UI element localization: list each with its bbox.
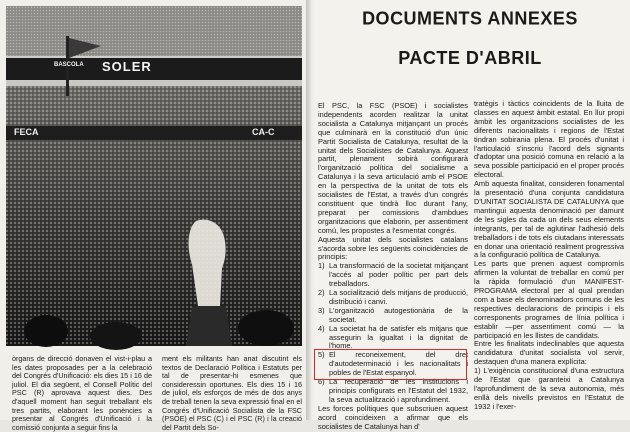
principle-item-2 <box>318 289 468 307</box>
list-text: La socialització dels mitjans de producció, distribució i canvi. <box>329 288 468 306</box>
list-number: 4) <box>318 323 325 333</box>
text-column-2 <box>474 100 624 412</box>
list-text: El reconeixement, del dret d'autodeterminació i les nacionalitats i pobles de l'Estat espanyol. <box>329 350 468 378</box>
principles-intro: Aquesta unitat dels socialistes catalans s'acorda sobre les següents coincidències de principis: <box>318 234 468 262</box>
page-gutter <box>306 0 316 420</box>
list-text: La transformació de la societat mitjançant l'accés al poder polític per part dels treballadors. <box>329 261 468 289</box>
caption-column-1: òrgans de direcció donaven el vist-i-plau a les dates proposades per a la celebració del Congrés d'Unificació: els dies 15 i 16 de juliol. El dia següent, el Consell Polític del PSC (R) aprovava aquest dies. Des d'aquell moment han seguit treballant els tres partits, elaborant les ponències a presentar al Congrés d'Unificació i la comissió conjunta a seguir fins la <box>12 354 152 432</box>
col2-paragraph-4: Entre les finalitats indeclinables que aquesta candidatura d'unitat socialista vol servir, destaquen d'una manera explícita: <box>474 339 624 367</box>
list-number: 5) <box>318 350 325 360</box>
col2-paragraph-2: Amb aquesta finalitat, consideren fonamental la presentació d'una conjunta candidatura D'UNITAT SOCIALISTA DE CATALUNYA que mantingui aquesta denominació per damunt de les sigles da cada un dels seus elements integrants, per tal de aglutinar l'adhesió dels treballadors i de tots els ciutadans interessats en donar una orientació realment progressiva a la configuració política de Catalunya. <box>474 179 624 260</box>
list-text: L'organització autogestionària de la societat. <box>329 305 468 324</box>
col2-paragraph-1: tratègis i tàctics coincidents de la lluita de classes en aquest àmbit estatal. En llur propi àmbit les organitzacions socialistes de les diferents nacionalitats i regions de l'Estat tindran sobirania plena. El procés d'unitat i l'articulació s'inscriu l'acord dels signants d'adoptar una posició comuna en relació a la seva possible participació en el proper procés electoral. <box>474 99 624 180</box>
list-text: La recuperació de les institucions i principis configurats en l'Estatut del 1932, la seva actualització i aprofundiment. <box>329 377 468 404</box>
list-number: 3) <box>318 305 325 315</box>
principle-item-5 <box>318 351 468 378</box>
intro-paragraph: El PSC, la FSC (PSOE) i socialistes independents acorden realitzar la unitat socialista a Catalunya mitjançant un procés que culminarà en la constitució d'un únic Partit Socialista de Catalunya, resultat de la unitat dels Socialistes de Catalunya. Aquest partit, plenament sobirà configurarà l'organització política del socialisme a Catalunya i la seva articulació amb el PSOE en la perspectiva de la unitat de tots els socialistes de l'Estat, a través d'un congrés constituent que tindrà lloc durant l'any, preparat per comissions d'ambdues organitzacions que elaborin, per assentiment comú, les propostes a l'esmentat congrés. <box>318 101 468 235</box>
document-title: PACTE D'ABRIL <box>398 48 542 68</box>
banner-soler: SOLER <box>102 59 152 74</box>
principle-item-3 <box>318 307 468 325</box>
right-page <box>310 0 630 431</box>
list-number: 6) <box>318 377 325 387</box>
col2-paragraph-3: Les parts que prenen aquest compromís afirmen la voluntat de treballar en comú per la ràpida formulació d'un MANIFEST-PROGRAMA electoral per al qual prendan com a base els denominadors comuns de les respectives declaracions de principis i els corresponents programes de línia política i establir —per assentiment comú — la participació en les llistes de candidats. <box>474 259 624 340</box>
list-text: La societat ha de satisfer els mitjans que assegurin la igualtat i la dignitat de l'home. <box>329 323 468 351</box>
list-number: 1) <box>318 261 325 271</box>
closing-paragraph: Les forces polítiques que subscriuen aquest acord coincideixen a afirmar que els socialistes de Catalunya han d' <box>318 403 468 431</box>
banner-ca-c: CA-C <box>252 127 275 137</box>
stadium-photo <box>6 6 302 346</box>
caption-column-2: ment els militants han anat discutint els textos de Declaració Política i Estatuts per tal de presentar-hi esmenes que consideressin oportunes. Els dies 15 i 16 de juliol, els esforços de més de dos anys de treball tenen la seva expressió final en el Congrés d'Unificació Socialista de la FSC (PSOE) el PSC (C) i el PSC (R) i la creació del Partit dels So- <box>162 354 302 432</box>
principle-item-6 <box>318 378 468 405</box>
text-column-1 <box>318 102 468 432</box>
col2-paragraph-5: 1) L'exigència constitucional d'una estructura de l'Estat que garanteixi a Catalunya l'aprofundiment de la seva autonomia, més enllà dels nivells previstos en l'Estatut de 1932 i l'exer- <box>474 366 624 411</box>
banner-bascola: BASCOLA <box>54 62 84 68</box>
section-heading: DOCUMENTS ANNEXES <box>362 7 578 29</box>
left-page <box>0 0 310 432</box>
list-number: 2) <box>318 288 325 298</box>
principle-item-4 <box>318 325 468 352</box>
principle-item-1 <box>318 262 468 289</box>
banner-feca: FECA <box>14 127 39 137</box>
